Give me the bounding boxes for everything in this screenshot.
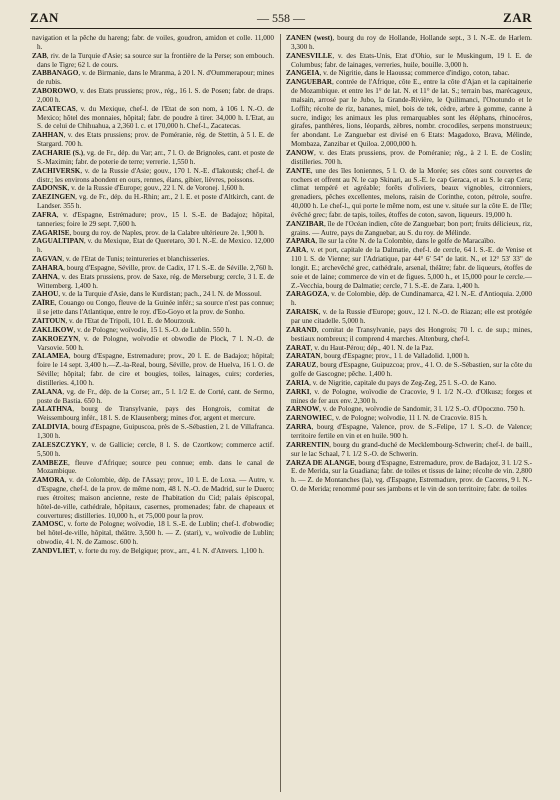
dictionary-entry <box>32 388 274 406</box>
entry-text: , vg. de Fr., dép. du Var; arr., 7 l. O. de Brignoles, cant. et poste de S.-Maximin; fabr. de poterie de terre; verrerie. 1,550 h. <box>37 148 274 166</box>
dictionary-entry <box>32 149 274 167</box>
entry-headword: ZAB <box>32 51 47 60</box>
entry-headword: ZARZA DE ALANGE <box>286 458 355 467</box>
entry-text: , v. de Pologne, woïvodie de Cracovie, 9 l. 1/2 N.-O. d'Olkusz; forges et mines de fer aux env. 2,300 h. <box>291 387 532 405</box>
entry-headword: ZAHARA <box>32 263 64 272</box>
entry-headword: ZANDVLIET <box>32 546 75 555</box>
dictionary-entry <box>32 167 274 185</box>
dictionary-entry <box>32 352 274 387</box>
right-column <box>286 34 532 794</box>
entry-headword: ZAMOSC <box>32 520 64 529</box>
dictionary-entry <box>286 326 532 344</box>
entry-headword: ZARAISK <box>286 308 319 317</box>
dictionary-entry <box>286 308 532 326</box>
entry-headword: ZAHNA <box>32 272 58 281</box>
dictionary-entry <box>286 388 532 406</box>
dictionary-entry <box>32 184 274 193</box>
entry-headword: ZARAGOZA <box>286 290 328 299</box>
entry-text: , v. de Pologne; woïvodie, 11 l. N. de Cracovie. 815 h. <box>331 414 488 423</box>
entry-headword: ZAGUALTIPAN <box>32 237 84 246</box>
entry-headword: ZAHHAN <box>32 131 64 140</box>
dictionary-entry <box>32 193 274 211</box>
entry-text: , v. de Pologne; woïvodie, 15 l. S.-O. de Lublin. 550 h. <box>73 325 231 334</box>
entry-headword: ZAHOU <box>32 290 59 299</box>
dictionary-entry <box>32 237 274 255</box>
dictionary-entry <box>286 379 532 388</box>
entry-headword: ZAKLIKOW <box>32 325 74 334</box>
dictionary-entry <box>32 52 274 70</box>
entry-headword: ZALESZCZYKY <box>32 440 87 449</box>
entry-text: , v. de Pologne, woïvodie et obwodie de Plock, 7 l. N.-O. de Varsovie. 500 h. <box>37 334 274 352</box>
dictionary-entry <box>32 290 274 299</box>
dictionary-entry <box>286 237 532 246</box>
entry-headword: ZANGEIA <box>286 69 320 78</box>
entry-text: , bourg de Transylvanie, pays des Hongrois, comitat de Weissembourg infér., 18 l. S. de Klausenberg; mines d'or, argent et mercure. <box>37 405 274 423</box>
entry-headword: ZAFRA <box>32 210 57 219</box>
entry-headword: ZABBANAGO <box>32 69 79 78</box>
entry-text: , bourg d'Espagne; prov., 1 l. de Valladolid. 1,000 h. <box>320 352 470 361</box>
entry-headword: ZARAND <box>286 325 317 334</box>
entry-headword: ZALDIVIA <box>32 423 68 432</box>
dictionary-entry <box>32 273 274 291</box>
entry-headword: ZANEN (west) <box>286 34 333 42</box>
entry-text: , fleuve d'Afrique; source peu connue; emb. dans le canal de Mozambique. <box>37 458 274 476</box>
dictionary-entry <box>32 264 274 273</box>
page-number: — 558 — <box>257 11 305 25</box>
entry-headword: ZANTE <box>286 166 311 175</box>
dictionary-entry <box>286 414 532 423</box>
entry-text: , v. forte du roy. de Belgique; prov., arr., 4 l. N. d'Anvers. 1,100 h. <box>74 546 264 555</box>
entry-text: , v. de la Russie d'Europe; gouv., 22 l. N. de Voronej. 1,600 h. <box>67 184 245 193</box>
dictionary-entry <box>32 441 274 459</box>
dictionary-entry <box>32 520 274 547</box>
entry-headword: ZARRENTIN <box>286 440 330 449</box>
entry-headword: ZAGVAN <box>32 255 63 264</box>
header-left-guide-word: ZAN <box>30 10 59 25</box>
entry-text: , v. de Birmanie, dans le Mranma, à 20 l. N. d'Oummerapour; mines de rubis. <box>37 69 274 87</box>
dictionary-entry <box>286 78 532 149</box>
entry-headword: ZARKI <box>286 387 310 396</box>
entry-text: , v. forte de Pologne; woïvodie, 18 l. S.-E. de Lublin; chef-l. d'obwodie; bel hôtel-de-ville, hôpital, théâtre. 3,500 h. — Z. (stari), v., woïvodie de Lublin; obwodie, 4 l. N. de Zamosc. 600 h. <box>37 520 274 547</box>
entry-text: , riv. de la Turquie d'Asie; sa source sur la frontière de la Perse; son embouch. dans le Tigre; 62 l. de cours. <box>37 51 274 69</box>
entry-text: , v. de la Turquie d'Asie, dans le Kurdistan; pach., 24 l. N. de Mossoul. <box>58 290 262 299</box>
entry-headword: ZABOROWO <box>32 87 76 96</box>
entry-headword: ZAEZINGEN <box>32 193 76 202</box>
dictionary-entry <box>286 405 532 414</box>
dictionary-entry <box>32 547 274 556</box>
entry-text: navigation et la pêche du hareng; fabr. de voiles, goudron, amidon et colle. 11,000 h. <box>32 34 274 51</box>
dictionary-entry <box>286 69 532 78</box>
page-header <box>30 8 532 30</box>
dictionary-entry <box>286 290 532 308</box>
entry-text: , v. des Etats prussiens; prov., rég., 16 l. S. de Posen; fabr. de draps. 2,000 h. <box>37 87 274 104</box>
entry-text: , v. de la Russie d'Asie; gouv., 170 l. N.-E. d'Iakoutsk; chef-l. de distr.; les environs abondent en ours, rennes, élans, gibier, lièvres, poissons. <box>37 166 274 184</box>
entry-text: , v. des Etats prussiens; prov. de Poméranie, rég. de Stettin, à 5 l. E. de Stargard. 700 h. <box>37 131 274 149</box>
entry-text: , comitat de Transylvanie, pays des Hongrois; 70 l. c. de sup.; mines, bestiaux nombreux; il comprend 4 marches. Altenburg, chef-l. <box>291 325 532 343</box>
entry-headword: ZAÏRE <box>32 299 55 308</box>
dictionary-entry <box>32 69 274 87</box>
entry-text: , vg. de Fr., dép. de la Corse; arr., 5 l. 1/2 E. de Corté, cant. de Sermo, poste de Bastia. 650 h. <box>37 387 274 405</box>
dictionary-entry <box>32 229 274 238</box>
column-divider <box>280 34 281 792</box>
dictionary-entry <box>32 335 274 353</box>
entry-text: , île de l'Océan indien, côte de Zanguebar; bon port; fruits délicieux, riz, grains. — Autre, pays du Zanguebar, au S. du roy. de Mélinde. <box>291 219 532 237</box>
entry-headword: ZADONSK <box>32 184 68 193</box>
entry-headword: ZACHARIE (S.) <box>32 148 84 157</box>
dictionary-entry <box>286 423 532 441</box>
entry-text: , v. de Gallicie; cercle, 8 l. S. de Czortkow; commerce actif. 5,500 h. <box>37 440 274 458</box>
entry-text: , bourg d'Espagne, Séville, prov. de Cadix, 17 l. S.-E. de Séville. 2,760 h. <box>63 263 274 272</box>
entry-headword: ZANESVILLE <box>286 51 333 60</box>
entry-headword: ZAMBEZE <box>32 458 68 467</box>
entry-text: , bourg d'Espagne, Guipuscoa, près de S.-Sébastien, 2 l. de Villafranca. 1,300 h. <box>37 423 274 440</box>
dictionary-entry <box>286 361 532 379</box>
dictionary-entry <box>286 246 532 290</box>
entry-text: , v. du Haut-Pérou; dép., 40 l. N. de la Paz. <box>310 343 434 352</box>
entry-text: , v. et port, capitale de la Dalmatie, chef-l. de cercle, 64 l. S.-E. de Venise et 110 l. S. de Vienne; sur l'Adriatique, par 44° 6' 54" de latit. N., et 12° 53' 33" de longit. E.; archevêché grec, cathédrale, arsenal, théâtre; fabr. de liqueurs, étoffes de soie et de laine; commerce de vin et de figues. 5,000 h., et 15,000 pour le cercle.—Z.-Vecchia, bourg de Dalmatie; cercle, 7 l. S.-E. de Zara. 1,400 h. <box>291 246 532 290</box>
entry-headword: ZARAUZ <box>286 361 317 370</box>
entry-text: , v. de Nigritie, dans le Haoussa; commerce d'indigo, coton, tabac. <box>319 69 510 78</box>
dictionary-entry <box>32 211 274 229</box>
entry-text: , v. d'Espagne, Estrémadure; prov., 15 l. S.-E. de Badajoz; hôpital, tanneries; foire le 29 sept. 7,600 h. <box>37 210 274 228</box>
entry-headword: ZAGARISE <box>32 228 70 237</box>
dictionary-entry <box>286 52 532 70</box>
entry-headword: ZARATAN <box>286 352 321 361</box>
dictionary-entry <box>32 255 274 264</box>
dictionary-entry <box>32 105 274 132</box>
entry-text: , v. de l'Etat de Tunis; teintureries et blanchisseries. <box>62 255 210 264</box>
dictionary-entry <box>286 149 532 167</box>
entry-text: , bourg d'Espagne, Guipuzcoa; prov., 4 l. O. de S.-Sébastien, sur la côte du golfe de Gascogne; pêche. 1,400 h. <box>291 361 532 379</box>
dictionary-entry <box>32 299 274 317</box>
entry-headword: ZAKROEZYN <box>32 334 79 343</box>
dictionary-entry <box>32 131 274 149</box>
entry-text: , v. de Nigritie, capitale du pays de Zeg-Zeg, 25 l. S.-O. de Kano. <box>309 378 497 387</box>
entry-text: , v. de l'Etat de Tripoli, 10 l. E. de Mourzouk. <box>65 317 196 325</box>
entry-text: , une des îles Ioniennes, 5 l. O. de la Morée; ses côtes sont couvertes de rochers et offrent au N. le cap Skinari, au S.-E. le cap Geraca, et au S. le cap Cera; climat tempéré et agréable; forêts d'oliviers, beaux vignobles, citronniers, grenadiers, pêches excellentes, melons, raisin de Corinthe, coton, pétrole, soufre. 40,000 h. Le chef-l., qui porte le même nom, est une v. située sur la côte E. de l'île; évêché grec; fabr. de tapis, toiles, étoffes de coton, savon, liqueurs. 19,000 h. <box>291 166 532 219</box>
dictionary-entry <box>32 87 274 105</box>
entry-text: , bourg d'Espagne, Estremadure; prov., 20 l. E. de Badajoz; hôpital; foire le 14 sept. 3,400 h.—Z.-la-Real, bourg, Séville, prov. de Huelva, 16 l. O. de Séville; hôpital; fabr. de cire et bougies, toiles, lainages, cuirs; corderies, distilleries. 4,100 h. <box>37 352 274 387</box>
entry-headword: ZAMORA <box>32 476 65 485</box>
entry-text: , v. de la Russie d'Europe; gouv., 12 l. N.-O. de Riazan; elle est protégée par une citadelle. 5,000 h. <box>291 308 532 325</box>
entry-text: , bourg d'Espagne, Estremadure, prov. de Badajoz, 3 l. 1/2 S.-E. de Merida, sur la Guadiana; fabr. de toiles et tissus de laine; récolte de vin. 2,800 h. — Z. de Montanches (la), vg. d'Espagne, Estremadure, prov. de Caceres, 9 l. N.-O. de Merida; renommé pour ses jambons et le vin de son territoire; fabr. de toiles <box>291 458 532 494</box>
entry-headword: ZARNOW <box>286 405 320 414</box>
dictionary-entry <box>32 317 274 326</box>
entry-headword: ZALANA <box>32 387 63 396</box>
header-rule <box>30 28 532 29</box>
entry-text: , bourg du grand-duché de Mecklembourg-Schwerin; chef-l. de baill., sur le lac Schaal, 7 l. 1/2 S.-O. de Schwerin. <box>291 440 532 458</box>
entry-headword: ZANZIBAR <box>286 219 324 228</box>
entry-headword: ZANGUEBAR <box>286 78 332 87</box>
entry-text: , v. du Mexique, chef-l. de l'Etat de son nom, à 106 l. N.-O. de Mexico; hôtel des monnaies, hôpital; fabr. de poudre à tirer. 34,000 h. L'Etat, au S. de celui de Chihuahua, a 2,360 l. c. et 170,000 h. Chef-l., Zacatecas. <box>37 104 274 131</box>
entry-headword: ZACHIVERSK <box>32 166 81 175</box>
entry-text: , v. de Colombie, dép. de l'Assay; prov., 10 l. E. de Loxa. — Autre, v. d'Espagne, chef-l. de la prov. de même nom, 48 l. N.-O. de Madrid, sur le Duero; rues étroites; maison ancienne, reste de l'habitation du Cid; palais épiscopal, hôtel-de-ville, cathédrale, hôpitaux, casernes, promenades; fabr. de chapeaux et couvertures; distilleries. 10,000 h., et 75,000 pour la prov. <box>37 476 274 520</box>
dictionary-entry <box>286 352 532 361</box>
dictionary-entry <box>32 326 274 335</box>
dictionary-entry <box>32 476 274 520</box>
dictionary-entry <box>32 405 274 423</box>
dictionary-entry <box>286 459 532 494</box>
entry-text: , bourg d'Espagne, Valence, prov. de S.-Felipe, 17 l. S.-O. de Valence; territoire fertile en vin et en huile. 900 h. <box>291 423 532 440</box>
entry-text: , bourg du roy. de Naples, prov. de la Calabre ultérieure 2e. 1,900 h. <box>69 228 265 237</box>
entry-headword: ZARA <box>286 246 307 255</box>
entry-text: , v. de Colombie, dép. de Cundinamarca, 42 l. N.-E. d'Antioquia. 2,000 h. <box>291 290 532 308</box>
entry-text: , v. des Etats-Unis, Etat d'Ohio, sur le Muskingum, 19 l. E. de Columbus; fabr. de lainages, verreries, huile, bouille. 3,000 h. <box>291 51 532 69</box>
entry-text: , v. des Etats prussiens, prov. de Poméranie; rég., à 2 l. E. de Coslin; distilleries. 700 h. <box>291 148 532 166</box>
entry-headword: ZARIA <box>286 378 310 387</box>
entry-text: , île sur la côte N. de la Colombie, dans le golfe de Maracaïbo. <box>315 237 496 246</box>
dictionary-entry <box>286 344 532 353</box>
dictionary-entry <box>32 423 274 441</box>
left-column <box>32 34 274 794</box>
dictionary-entry <box>286 441 532 459</box>
entry-text: , v. des Etats prussiens, prov. de Saxe, rég. de Merseburg; cercle, 3 l. E. de Wittemberg. 1,400 h. <box>37 272 274 290</box>
entry-headword: ZAPARA <box>286 237 316 246</box>
entry-headword: ZACATECAS <box>32 104 76 113</box>
entry-text: , v. de Pologne, woïvodie de Sandomir, 3 l. 1/2 S.-O. d'Opoczno. 750 h. <box>319 405 525 414</box>
dictionary-entry <box>286 34 532 52</box>
dictionary-entry <box>286 167 532 220</box>
entry-text: , bourg du roy de Hollande, Hollande sept., 3 l. N.-E. de Harlem. 3,300 h. <box>291 34 532 51</box>
dictionary-entry <box>286 220 532 238</box>
entry-headword: ZAITOUN <box>32 317 66 325</box>
entry-headword: ZARRA <box>286 423 312 432</box>
entry-text: , Couango ou Congo, fleuve de la Guinée infér.; sa source n'est pas connue; il se jette dans l'Atlantique, entre le roy. d'Eo-Goyo et la prov. de Sonho. <box>37 299 274 317</box>
entry-headword: ZANOW <box>286 148 314 157</box>
entry-headword: ZALAMEA <box>32 352 69 361</box>
entry-text: , v. du Mexique, Etat de Queretaro, 30 l. N.-E. de Mexico. 12,000 h. <box>37 237 274 255</box>
entry-headword: ZALATHNA <box>32 405 73 414</box>
dictionary-entry <box>32 459 274 477</box>
entry-headword: ZARNOWIEC <box>286 414 332 423</box>
entry-text: , vg. de Fr., dép. du H.-Rhin; arr., 2 l. E. et poste d'Altkirch, cant. de Landser. 355 h. <box>37 193 274 211</box>
dictionary-entry <box>32 34 274 52</box>
header-right-guide-word: ZAR <box>503 10 532 25</box>
entry-headword: ZARAT <box>286 343 311 352</box>
entry-text: , contrée de l'Afrique, côte E., entre la côte d'Ajan et la capitainerie de Mozambique. et entre les 1° de lat. N. et 11° de lat. S.; terrain bas, marécageux, malsain, arrosé par le Jubo, la Grande-Rivière, le Quilimanci, l'Onotundo et le Loffih; récolte de riz, bananes, miel, bois de tek, cèdre, arbre à gomme, canne à sucre, indigo; les animaux les plus remarquables sont les éléphans, rhinocéros, girafes, panthères, lions, léopards, zèbres, nombr. crocodiles, serpens monstrueux; fer abondant. Le Zanguebar est divisé en 6 Etats: Magadoxo, Brava, Mélinde, Mombaza, Zanzibar et Quiloa. 2,000,000 h. <box>291 78 532 149</box>
